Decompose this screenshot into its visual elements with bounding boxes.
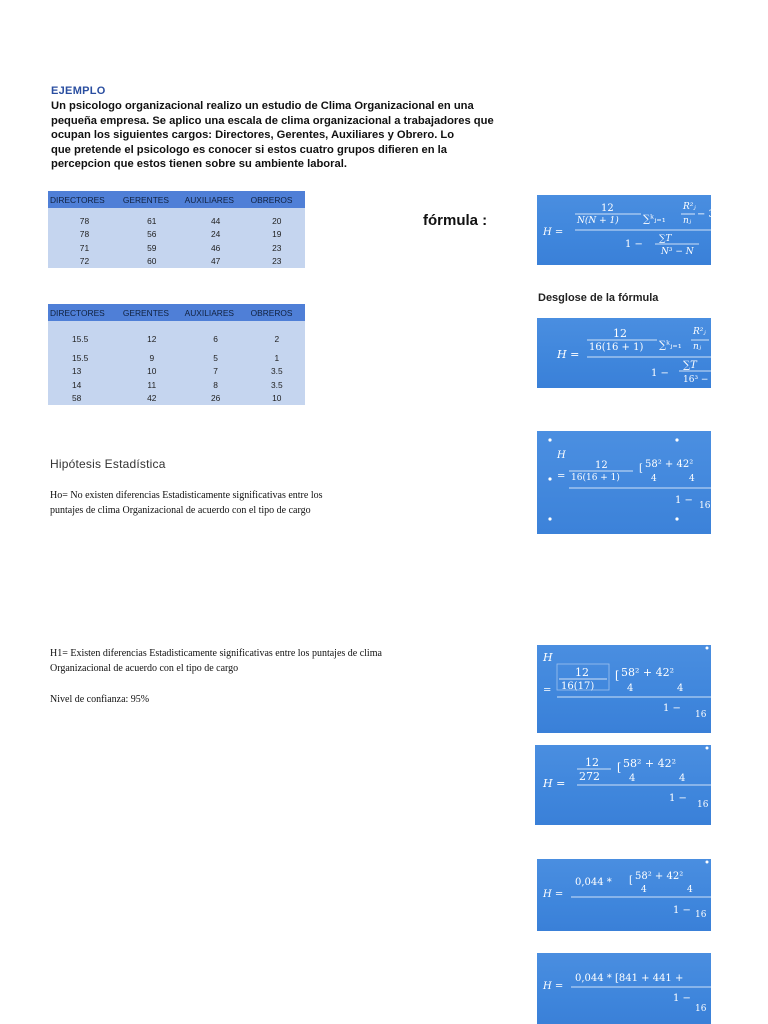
formula-denominator-2: 16 — [697, 800, 709, 810]
alternative-hypothesis — [50, 647, 450, 676]
formula-one-minus: 1 − — [673, 993, 691, 1004]
hypothesis-line: puntajes de clima Organizacional de acuerdo con el tipo de cargo — [50, 504, 311, 516]
formula-term-den: 4 — [627, 683, 634, 694]
formula-denominator: N(N + 1) — [577, 216, 619, 226]
formula-numerator: 12 — [613, 327, 627, 340]
table-cell: 7 — [213, 366, 218, 377]
formula-terms-text: 58² + 42² — [645, 459, 694, 470]
column-header: OBREROS — [249, 191, 305, 208]
table-cell: 19 — [272, 229, 282, 240]
table-cell: 59 — [147, 242, 157, 253]
table-cell: 15.5 — [72, 334, 89, 344]
formula-svg — [537, 859, 711, 931]
table-cell: 60 — [147, 256, 157, 267]
hypothesis-line: H1= Existen diferencias Estadisticamente significativas entre los puntajes de clima — [50, 648, 382, 659]
formula-numerator: 12 — [595, 460, 608, 471]
column-header: GERENTES — [121, 191, 183, 208]
table-cell: 23 — [272, 242, 282, 253]
svg-text:∑ᵏⱼ₌₁: ∑ᵏⱼ₌₁ — [659, 340, 682, 351]
formula-term-den: 4 — [651, 474, 657, 484]
table-cell: 9 — [149, 352, 155, 363]
example-line: percepcion que estos tienen sobre su ambiente laboral. — [51, 158, 347, 171]
formula-h: H = — [543, 981, 564, 992]
table-cell: 1 — [274, 352, 280, 363]
formula-denominator-2: 16 — [695, 1004, 707, 1014]
table-cell: 78 — [79, 215, 90, 226]
svg-text:R²ⱼ: R²ⱼ — [683, 202, 696, 212]
table-header-row — [48, 304, 305, 321]
example-line: que pretende el psicologo es conocer si estos cuatro grupos difieren en la — [51, 143, 448, 156]
table-cell: 46 — [210, 242, 221, 253]
example-title: EJEMPLO — [51, 85, 106, 97]
hypothesis-line: Ho= No existen diferencias Estadisticamente significativas entre los — [50, 490, 323, 501]
formula-denominator-2: 16³ − — [683, 375, 709, 385]
column-header: DIRECTORES — [48, 304, 121, 321]
formula-term-den: 4 — [687, 885, 693, 895]
table-cell: 10 — [147, 366, 157, 377]
table-cell: 14 — [72, 379, 82, 390]
formula-one-minus: 1 − — [663, 703, 681, 714]
formula-term-den: 4 — [641, 885, 647, 895]
formula-numerator: 0,044 * — [575, 877, 612, 888]
hypothesis-title: Hipótesis Estadística — [50, 457, 166, 471]
formula-denominator-2: N³ − N — [661, 247, 694, 257]
table-cell: 71 — [79, 242, 90, 253]
formula-term-den: 4 — [629, 773, 636, 784]
formula-term-den: 4 — [689, 474, 695, 484]
formula-image-step-3 — [535, 745, 711, 825]
example-line: Un psicologo organizacional realizo un estudio de Clima Organizacional en una — [51, 100, 474, 112]
example-description — [51, 99, 521, 172]
table-header-row — [48, 191, 305, 208]
formula-denominator: 272 — [579, 770, 600, 783]
column-header: AUXILIARES — [183, 304, 249, 321]
table-cell: 3.5 — [270, 379, 283, 390]
formula-image-step-5 — [537, 953, 711, 1024]
table-cell: 11 — [147, 379, 157, 390]
formula-breakdown-label: Desglose de la fórmula — [538, 292, 659, 304]
formula-denominator-2: 16 — [695, 910, 707, 920]
example-line: ocupan los siguientes cargos: Directores, Gerentes, Auxiliares y Obrero. Lo — [51, 129, 455, 142]
formula-denominator-2: 16 — [699, 501, 711, 511]
formula-h: H = — [543, 227, 564, 238]
formula-sum-t: ∑T — [659, 234, 672, 244]
table-row — [48, 365, 305, 379]
table-cell: 47 — [210, 256, 221, 267]
column-header: GERENTES — [121, 304, 183, 321]
table-cell: 20 — [272, 215, 282, 226]
table-cell: 42 — [147, 393, 157, 404]
example-line: pequeña empresa. Se aplico una escala de clima organizacional a trabajadores que — [51, 114, 494, 127]
table-row — [48, 329, 305, 349]
table-cell: 2 — [274, 334, 280, 344]
table-row — [48, 378, 305, 392]
formula-one-minus: 1 − — [675, 495, 693, 506]
formula-svg — [537, 645, 711, 733]
svg-text:=: = — [543, 685, 552, 696]
table-cell: 44 — [210, 215, 221, 226]
table-row — [48, 241, 305, 255]
formula-image-general — [537, 195, 719, 265]
formula-h: H = — [543, 777, 566, 790]
formula-one-minus: 1 − — [651, 368, 669, 379]
formula-image-step-4 — [537, 859, 711, 931]
formula-svg — [537, 195, 719, 265]
formula-image-step-2 — [537, 645, 711, 733]
confidence-level: Nivel de confianza: 95% — [50, 694, 150, 705]
formula-h: H — [557, 450, 566, 461]
table-row — [48, 228, 305, 242]
svg-text:R²ⱼ: R²ⱼ — [693, 327, 706, 337]
column-header: DIRECTORES — [48, 191, 121, 208]
svg-text:nⱼ: nⱼ — [683, 216, 692, 226]
formula-denominator: 16(16 + 1) — [571, 473, 620, 483]
svg-text:[: [ — [615, 669, 620, 682]
formula-terms-text: 58² + 42² — [635, 871, 684, 882]
svg-text:nⱼ: nⱼ — [693, 342, 702, 352]
formula-image-breakdown — [537, 318, 711, 388]
formula-term-den: 4 — [679, 773, 686, 784]
formula-numerator: 0,044 * [841 + 441 + — [575, 973, 684, 984]
ranks-table — [48, 304, 305, 405]
table-row — [48, 392, 305, 406]
table-cell: 13 — [72, 366, 82, 377]
formula-one-minus: 1 − — [673, 905, 691, 916]
table-cell: 15.5 — [72, 352, 89, 363]
svg-text:[: [ — [629, 875, 633, 886]
formula-terms: [ — [639, 463, 643, 474]
formula-sum-t: ∑T — [683, 360, 697, 371]
formula-terms-text: 58² + 42² — [623, 757, 677, 770]
formula-terms-text: 58² + 42² — [621, 666, 675, 679]
formula-label: fórmula : — [423, 212, 488, 229]
column-header: AUXILIARES — [183, 191, 249, 208]
formula-one-minus: 1 − — [625, 239, 643, 250]
hypothesis-line: Organizacional de acuerdo con el tipo de cargo — [50, 662, 239, 674]
formula-svg — [537, 318, 711, 388]
table-cell: 78 — [79, 229, 90, 240]
table-cell: 6 — [213, 334, 218, 344]
formula-h: H — [543, 651, 553, 664]
formula-numerator: 12 — [601, 203, 614, 214]
svg-text:[: [ — [617, 761, 622, 774]
formula-image-step-1 — [537, 431, 711, 534]
table-cell: 5 — [213, 352, 218, 363]
formula-numerator: 12 — [575, 666, 589, 679]
formula-one-minus: 1 − — [669, 793, 687, 804]
scores-table — [48, 191, 305, 268]
table-cell: 58 — [72, 393, 82, 404]
formula-tail: − 3( — [697, 209, 719, 220]
formula-svg — [537, 431, 711, 534]
formula-svg — [535, 745, 711, 825]
formula-numerator: 12 — [585, 756, 599, 769]
table-row — [48, 351, 305, 365]
formula-denominator: 16(17) — [561, 681, 595, 692]
table-cell: 26 — [210, 393, 221, 404]
formula-denominator: 16(16 + 1) — [589, 342, 644, 353]
formula-h: H = — [543, 889, 564, 900]
table-cell: 56 — [147, 229, 157, 240]
formula-svg — [537, 953, 711, 1024]
formula-h: H = — [557, 348, 580, 361]
column-header: OBREROS — [249, 304, 305, 321]
null-hypothesis — [50, 489, 400, 518]
table-cell: 61 — [147, 215, 157, 226]
table-row — [48, 214, 305, 228]
table-cell: 8 — [213, 379, 218, 390]
table-cell: 24 — [210, 229, 221, 240]
svg-text:∑ᵏⱼ₌₁: ∑ᵏⱼ₌₁ — [643, 214, 666, 225]
formula-denominator-2: 16 — [695, 710, 707, 720]
formula-term-den: 4 — [677, 683, 684, 694]
table-cell: 23 — [272, 256, 282, 267]
table-cell: 12 — [147, 334, 157, 344]
table-cell: 3.5 — [270, 366, 283, 377]
table-row — [48, 255, 305, 269]
table-cell: 72 — [79, 256, 90, 267]
svg-text:=: = — [557, 471, 566, 482]
table-cell: 10 — [272, 393, 282, 404]
